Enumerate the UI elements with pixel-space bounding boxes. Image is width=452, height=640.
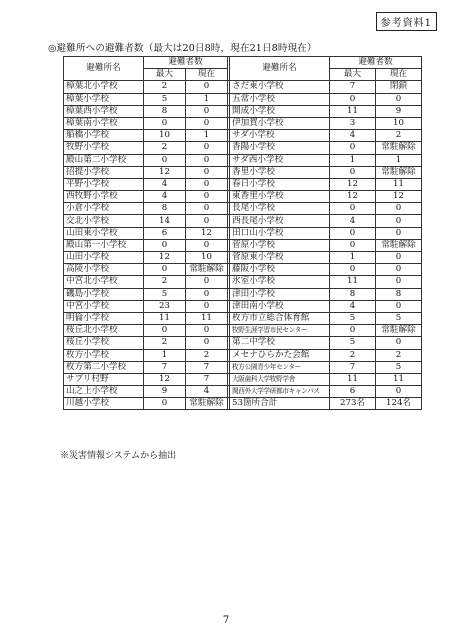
reference-label: 参考資料1: [376, 12, 437, 31]
max-count-cell: 5: [330, 312, 376, 324]
current-count-cell: 10: [376, 117, 422, 129]
max-count-cell: 0: [330, 142, 376, 154]
max-count-cell: 8: [144, 105, 186, 117]
shelter-name-cell: 香里小学校: [230, 166, 330, 178]
col-header-now-right: 現在: [376, 69, 422, 81]
shelter-name-cell: 津田南小学校: [230, 300, 330, 312]
current-count-cell: 12: [376, 191, 422, 203]
shelter-name-cell: さだ東小学校: [230, 81, 330, 93]
shelter-name-cell: 高陵小学校: [64, 264, 144, 276]
current-count-cell: 0: [376, 203, 422, 215]
max-count-cell: 11: [330, 276, 376, 288]
max-count-cell: 2: [144, 142, 186, 154]
shelter-name-cell: メセナひらかた会館: [230, 349, 330, 361]
shelter-name-cell: サダ西小学校: [230, 154, 330, 166]
current-count-cell: 5: [376, 312, 422, 324]
current-count-cell: 0: [376, 227, 422, 239]
current-count-cell: 0: [376, 93, 422, 105]
max-count-cell: 11: [330, 373, 376, 385]
max-count-cell: 0: [330, 166, 376, 178]
current-count-cell: 0: [186, 166, 228, 178]
shelter-name-cell: 樟葉南小学校: [64, 117, 144, 129]
current-count-cell: 常駐解除: [376, 142, 422, 154]
shelter-name-cell: 枚方市立総合体育館: [230, 312, 330, 324]
max-count-cell: 1: [144, 349, 186, 361]
table-row: [64, 81, 422, 93]
current-count-cell: 0: [376, 300, 422, 312]
shelter-name-cell: 招提小学校: [64, 166, 144, 178]
shelter-name-cell: 枚方小学校: [64, 349, 144, 361]
shelter-name-cell: 春日小学校: [230, 178, 330, 190]
shelter-name-cell: 氷室小学校: [230, 276, 330, 288]
col-header-now-left: 現在: [186, 69, 228, 81]
table-row: [64, 93, 422, 105]
max-count-cell: 2: [144, 81, 186, 93]
max-count-cell: 0: [330, 93, 376, 105]
document-title: ◎避難所への避難者数（最大は20日8時，現在21日8時現在）: [48, 43, 317, 54]
table-row: [64, 325, 422, 337]
max-count-cell: 8: [144, 203, 186, 215]
shelter-name-cell: 桜丘小学校: [64, 337, 144, 349]
shelter-name-cell: 枚方第二小学校: [64, 361, 144, 373]
current-count-cell: 常駐解除: [376, 166, 422, 178]
current-count-cell: 11: [376, 178, 422, 190]
max-count-cell: 2: [144, 276, 186, 288]
current-count-cell: 0: [186, 215, 228, 227]
table-row: [64, 252, 422, 264]
max-count-cell: 0: [330, 203, 376, 215]
table-row: [64, 300, 422, 312]
table-row: [64, 142, 422, 154]
shelter-name-cell: 西長尾小学校: [230, 215, 330, 227]
header-row-1: [64, 57, 422, 69]
table-row: [64, 130, 422, 142]
max-count-cell: 0: [144, 398, 186, 410]
max-count-cell: 273名: [330, 398, 376, 410]
col-header-max-right: 最大: [330, 69, 376, 81]
shelter-name-cell: 53箇所合計: [230, 398, 330, 410]
max-count-cell: 4: [330, 130, 376, 142]
current-count-cell: 124名: [376, 398, 422, 410]
max-count-cell: 0: [330, 239, 376, 251]
shelter-name-cell: 山田東小学校: [64, 227, 144, 239]
shelter-name-cell: サプリ村野: [64, 373, 144, 385]
evacuee-table: [63, 56, 422, 410]
current-count-cell: 4: [186, 386, 228, 398]
max-count-cell: 2: [144, 337, 186, 349]
shelter-name-cell: 長尾小学校: [230, 203, 330, 215]
shelter-name-cell: 樟葉小学校: [64, 93, 144, 105]
table-row: [64, 166, 422, 178]
shelter-name-cell: 藤阪小学校: [230, 264, 330, 276]
max-count-cell: 4: [330, 215, 376, 227]
shelter-name-cell: 明倫小学校: [64, 312, 144, 324]
max-count-cell: 2: [330, 349, 376, 361]
shelter-name-cell: 平野小学校: [64, 178, 144, 190]
shelter-name-cell: 樟葉西小学校: [64, 105, 144, 117]
current-count-cell: 7: [186, 373, 228, 385]
current-count-cell: 2: [376, 349, 422, 361]
shelter-name-cell: 菅原小学校: [230, 239, 330, 251]
shelter-name-cell: 小倉小学校: [64, 203, 144, 215]
shelter-name-cell: 香陽小学校: [230, 142, 330, 154]
max-count-cell: 8: [330, 288, 376, 300]
max-count-cell: 6: [144, 227, 186, 239]
shelter-name-cell: 桜丘北小学校: [64, 325, 144, 337]
max-count-cell: 0: [330, 264, 376, 276]
current-count-cell: 常駐解除: [186, 398, 228, 410]
current-count-cell: 0: [376, 386, 422, 398]
shelter-name-cell: 殿山第二小学校: [64, 154, 144, 166]
max-count-cell: 1: [330, 252, 376, 264]
current-count-cell: 0: [186, 191, 228, 203]
shelter-name-cell: 枚方公園青少年センター: [230, 361, 330, 373]
max-count-cell: 6: [330, 386, 376, 398]
shelter-name-cell: 開成小学校: [230, 105, 330, 117]
max-count-cell: 9: [144, 386, 186, 398]
current-count-cell: 0: [376, 276, 422, 288]
page-number: 7: [222, 615, 230, 626]
max-count-cell: 23: [144, 300, 186, 312]
max-count-cell: 12: [144, 373, 186, 385]
table-row: [64, 191, 422, 203]
table-row: [64, 239, 422, 251]
shelter-name-cell: 樟葉北小学校: [64, 81, 144, 93]
shelter-name-cell: 川越小学校: [64, 398, 144, 410]
max-count-cell: 4: [144, 191, 186, 203]
max-count-cell: 12: [330, 191, 376, 203]
max-count-cell: 12: [330, 178, 376, 190]
shelter-name-cell: 磯島小学校: [64, 288, 144, 300]
current-count-cell: 2: [376, 130, 422, 142]
table-row: [64, 105, 422, 117]
current-count-cell: 10: [186, 252, 228, 264]
current-count-cell: 0: [186, 154, 228, 166]
max-count-cell: 5: [144, 93, 186, 105]
max-count-cell: 7: [330, 81, 376, 93]
shelter-name-cell: 殿山第一小学校: [64, 239, 144, 251]
max-count-cell: 10: [144, 130, 186, 142]
current-count-cell: 0: [186, 117, 228, 129]
col-header-count-left: 避難者数: [144, 57, 228, 69]
current-count-cell: 0: [186, 142, 228, 154]
current-count-cell: 0: [376, 215, 422, 227]
max-count-cell: 0: [144, 264, 186, 276]
current-count-cell: 閉鎖: [376, 81, 422, 93]
table-row: [64, 312, 422, 324]
current-count-cell: 0: [186, 288, 228, 300]
current-count-cell: 1: [186, 93, 228, 105]
table-row: [64, 373, 422, 385]
shelter-name-cell: 東香里小学校: [230, 191, 330, 203]
shelter-name-cell: 山田小学校: [64, 252, 144, 264]
table-row: [64, 386, 422, 398]
current-count-cell: 0: [186, 276, 228, 288]
current-count-cell: 0: [186, 81, 228, 93]
shelter-name-cell: 西牧野小学校: [64, 191, 144, 203]
current-count-cell: 11: [376, 373, 422, 385]
current-count-cell: 1: [376, 154, 422, 166]
current-count-cell: 2: [186, 349, 228, 361]
current-count-cell: 12: [186, 227, 228, 239]
table-row: [64, 117, 422, 129]
shelter-name-cell: 田口山小学校: [230, 227, 330, 239]
shelter-name-cell: 菅原東小学校: [230, 252, 330, 264]
max-count-cell: 5: [330, 337, 376, 349]
shelter-name-cell: 牧野生涯学習市民センター: [230, 325, 330, 337]
max-count-cell: 11: [144, 312, 186, 324]
current-count-cell: 0: [186, 239, 228, 251]
current-count-cell: 9: [376, 105, 422, 117]
max-count-cell: 1: [330, 154, 376, 166]
current-count-cell: 0: [186, 325, 228, 337]
current-count-cell: 0: [376, 337, 422, 349]
max-count-cell: 0: [330, 325, 376, 337]
max-count-cell: 0: [144, 154, 186, 166]
current-count-cell: 0: [376, 252, 422, 264]
table-row: [64, 337, 422, 349]
current-count-cell: 0: [376, 264, 422, 276]
table-row: [64, 227, 422, 239]
max-count-cell: 4: [144, 178, 186, 190]
table-row: [64, 288, 422, 300]
current-count-cell: 11: [186, 312, 228, 324]
max-count-cell: 12: [144, 166, 186, 178]
shelter-name-cell: 津田小学校: [230, 288, 330, 300]
max-count-cell: 0: [330, 227, 376, 239]
shelter-name-cell: 関西外大学学研都市キャンパス: [230, 386, 330, 398]
current-count-cell: 0: [186, 203, 228, 215]
max-count-cell: 0: [144, 325, 186, 337]
table-row: [64, 349, 422, 361]
current-count-cell: 1: [186, 130, 228, 142]
current-count-cell: 常駐解除: [376, 239, 422, 251]
table-row: [64, 215, 422, 227]
current-count-cell: 0: [186, 300, 228, 312]
max-count-cell: 7: [144, 361, 186, 373]
current-count-cell: 0: [186, 337, 228, 349]
max-count-cell: 0: [144, 117, 186, 129]
table-row: [64, 264, 422, 276]
max-count-cell: 5: [144, 288, 186, 300]
shelter-name-cell: 中宮北小学校: [64, 276, 144, 288]
shelter-name-cell: 中宮小学校: [64, 300, 144, 312]
shelter-name-cell: 交北小学校: [64, 215, 144, 227]
max-count-cell: 7: [330, 361, 376, 373]
shelter-name-cell: サダ小学校: [230, 130, 330, 142]
shelter-name-cell: 山之上小学校: [64, 386, 144, 398]
shelter-name-cell: 第二中学校: [230, 337, 330, 349]
table-row: [64, 361, 422, 373]
table-row: [64, 203, 422, 215]
table-row: [64, 178, 422, 190]
current-count-cell: 5: [376, 361, 422, 373]
current-count-cell: 0: [186, 178, 228, 190]
col-header-max-left: 最大: [144, 69, 186, 81]
footnote: ※災害情報システムから抽出: [60, 451, 177, 461]
table-row: [64, 154, 422, 166]
shelter-name-cell: 大阪歯科大学牧野学舎: [230, 373, 330, 385]
max-count-cell: 4: [330, 300, 376, 312]
col-header-count-right: 避難者数: [330, 57, 422, 69]
col-header-shelter-right: 避難所名: [230, 57, 330, 81]
current-count-cell: 0: [186, 105, 228, 117]
current-count-cell: 常駐解除: [376, 325, 422, 337]
shelter-name-cell: 五常小学校: [230, 93, 330, 105]
max-count-cell: 14: [144, 215, 186, 227]
current-count-cell: 7: [186, 361, 228, 373]
table-row: [64, 276, 422, 288]
max-count-cell: 12: [144, 252, 186, 264]
current-count-cell: 常駐解除: [186, 264, 228, 276]
col-header-shelter-left: 避難所名: [64, 57, 144, 81]
shelter-name-cell: 牧野小学校: [64, 142, 144, 154]
current-count-cell: 8: [376, 288, 422, 300]
shelter-name-cell: 伊加賀小学校: [230, 117, 330, 129]
shelter-name-cell: 船橋小学校: [64, 130, 144, 142]
max-count-cell: 3: [330, 117, 376, 129]
max-count-cell: 11: [330, 105, 376, 117]
table-row: [64, 398, 422, 410]
max-count-cell: 0: [144, 239, 186, 251]
